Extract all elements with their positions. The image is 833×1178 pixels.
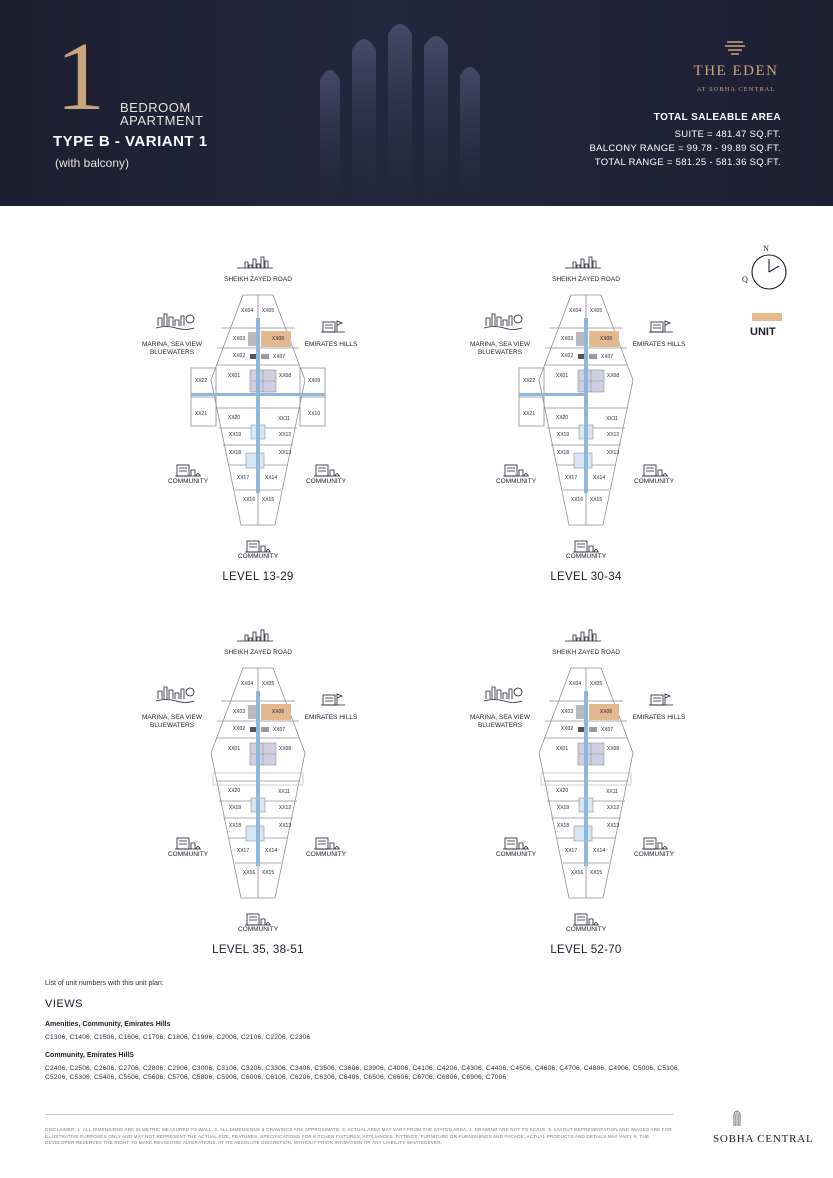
floorplan-panel-3 bbox=[113, 613, 403, 973]
view-label-west: MARINA, SEA VIEW bbox=[470, 341, 530, 348]
unit-code: XX05 bbox=[261, 308, 275, 314]
unit-code: XX07 bbox=[600, 727, 614, 733]
unit-code: XX14 bbox=[592, 475, 606, 481]
unit-code: XX12 bbox=[606, 432, 620, 438]
unit-code: XX16 bbox=[570, 497, 584, 503]
unit-code: XX02 bbox=[232, 726, 246, 732]
community-label-west: COMMUNITY bbox=[495, 478, 537, 485]
disclaimer-text: DISCLAIMER: 1. ALL DIMENSIONS ARE IN METRIC MEASURED TO WALL. 2. ALL DIMENSIONS & DRAWINGS ARE APPROXIMATE. 3. ACTUAL AREA MAY VARY FROM THE STATED AREA. 4. DRAWING ARE NOT TO SCALE. 5. LAYOUT REPRESENTATION AND IMAGES ARE FOR ILLUSTRATIVE PURPOSES ONLY AND MAY NOT REPRESENT THE ACTUAL SIZE, FEATURES, SPECIFICATIONS FOR KITCHEN FIXTURES, APPLIANCES, FITTINGS, FURNITURE OR FURNISHINGS AND FACADE. ACTUAL PRODUCTS AND DETAILS MAY VARY. 6. THE DEVELOPER RESERVES THE RIGHT TO MAKE REVISIONS/ ALTERATIONS, AT ITS ABSOLUTE DISCRETION, WITHOUT PRIOR INTIMATION OR ANY LIABILITY WHATSOEVER. bbox=[45, 1127, 672, 1146]
views-heading: VIEWS bbox=[45, 998, 83, 1010]
skyline-icon bbox=[237, 257, 273, 268]
brand-subtitle: AT SOBHA CENTRAL bbox=[696, 86, 776, 93]
floorplan-svg bbox=[113, 240, 403, 600]
community-label-west: COMMUNITY bbox=[167, 478, 209, 485]
community-label-south: COMMUNITY bbox=[565, 926, 607, 933]
view-label-east: EMIRATES HILLS bbox=[632, 341, 686, 348]
view-label-west: MARINA, SEA VIEW bbox=[142, 341, 202, 348]
unit-type-subtitle: (with balcony) bbox=[55, 156, 130, 170]
community-icon bbox=[503, 465, 529, 476]
community-label-east: COMMUNITY bbox=[633, 478, 675, 485]
footer-brand-name: SOBHA CENTRAL bbox=[713, 1133, 814, 1145]
community-icon bbox=[314, 838, 340, 849]
view-label-west-2: BLUEWATERS bbox=[149, 722, 195, 729]
community-icon bbox=[642, 465, 668, 476]
sea-view-icon bbox=[156, 314, 194, 330]
unit-list-intro: List of unit numbers with this unit plan: bbox=[45, 980, 164, 987]
view-label-west-2: BLUEWATERS bbox=[477, 722, 523, 729]
unit-code: XX05 bbox=[589, 681, 603, 687]
sea-view-icon bbox=[484, 687, 522, 703]
community-label-east: COMMUNITY bbox=[305, 851, 347, 858]
unit-code: XX03 bbox=[560, 336, 574, 342]
unit-code: XX17 bbox=[236, 848, 250, 854]
view-group-units: C2406, C2506, C2606, C2706, C2806, C2906, C3006, C3106, C3206, C3306, C3406, C3506, C3606, C3906, C4006, C4106, C4206, C4306, C4406, C4506, C4606, C4706, C4806, C4906, C5006, C5106, C5206, C5306, C5406, C5506, C5606, C5706, C5806, C5906, C6006, C6106, C6206, C6306, C6406, C6506, C6606, C6706, C6806, C6906, C7006 bbox=[45, 1065, 680, 1081]
floorplan-drawing bbox=[191, 295, 325, 525]
view-label-east: EMIRATES HILLS bbox=[304, 341, 358, 348]
unit-code: XX13 bbox=[606, 450, 620, 456]
compass-icon bbox=[734, 240, 794, 296]
unit-code: XX04 bbox=[568, 681, 582, 687]
floorplan-panel-2 bbox=[441, 240, 731, 600]
unit-code: XX18 bbox=[556, 823, 570, 829]
brand-name: THE EDEN bbox=[693, 63, 779, 79]
community-icon bbox=[245, 541, 271, 552]
unit-code: XX18 bbox=[556, 450, 570, 456]
view-label-east: EMIRATES HILLS bbox=[304, 714, 358, 721]
header-banner bbox=[0, 0, 833, 206]
level-label: LEVEL 52-70 bbox=[550, 944, 622, 956]
unit-code: XX19 bbox=[556, 805, 570, 811]
floorplan-svg bbox=[441, 613, 731, 973]
area-title: TOTAL SALEABLE AREA bbox=[653, 112, 781, 123]
sea-view-icon bbox=[156, 687, 194, 703]
unit-code: XX03 bbox=[232, 336, 246, 342]
level-label: LEVEL 30-34 bbox=[550, 571, 622, 583]
unit-code: XX09 bbox=[307, 378, 321, 384]
view-group-title: Community, Emirates HillS bbox=[45, 1052, 134, 1059]
unit-code: XX21 bbox=[522, 411, 536, 417]
unit-code: XX15 bbox=[589, 497, 603, 503]
unit-code: XX14 bbox=[264, 475, 278, 481]
community-icon bbox=[314, 465, 340, 476]
unit-code: XX15 bbox=[261, 497, 275, 503]
bedroom-label: BEDROOM bbox=[120, 100, 191, 115]
unit-legend-label: UNIT bbox=[750, 326, 776, 338]
view-label-east: EMIRATES HILLS bbox=[632, 714, 686, 721]
unit-code: XX20 bbox=[555, 788, 569, 794]
unit-code: XX19 bbox=[556, 432, 570, 438]
unit-code: XX14 bbox=[592, 848, 606, 854]
unit-code: XX07 bbox=[272, 354, 286, 360]
view-group-units: C1306, C1406, C1506, C1606, C1706, C1806, C1906, C2006, C2106, C2206, C2306 bbox=[45, 1034, 311, 1041]
unit-code: XX11 bbox=[278, 789, 290, 795]
unit-code: XX03 bbox=[560, 709, 574, 715]
view-label-west: MARINA, SEA VIEW bbox=[470, 714, 530, 721]
unit-code: XX02 bbox=[560, 353, 574, 359]
emirates-hills-icon bbox=[321, 694, 345, 705]
community-label-west: COMMUNITY bbox=[167, 851, 209, 858]
compass-north-label: N bbox=[763, 244, 769, 253]
unit-code: XX06 bbox=[271, 709, 285, 715]
unit-code: XX12 bbox=[278, 805, 292, 811]
unit-code: XX13 bbox=[278, 450, 292, 456]
unit-code: XX02 bbox=[560, 726, 574, 732]
unit-code: XX13 bbox=[606, 823, 620, 829]
floorplan-panel-4 bbox=[441, 613, 731, 973]
unit-code: XX04 bbox=[240, 308, 254, 314]
unit-code: XX15 bbox=[261, 870, 275, 876]
unit-code: XX08 bbox=[278, 746, 292, 752]
unit-code: XX17 bbox=[236, 475, 250, 481]
unit-code: XX06 bbox=[599, 709, 613, 715]
community-label-south: COMMUNITY bbox=[565, 553, 607, 560]
unit-code: XX18 bbox=[228, 823, 242, 829]
total-area: TOTAL RANGE = 581.25 - 581.36 SQ.FT. bbox=[594, 157, 781, 168]
compass-q-label: Q bbox=[742, 275, 748, 284]
tower-silhouette-graphic bbox=[300, 20, 500, 206]
floorplan-svg bbox=[441, 240, 731, 600]
view-label-west-2: BLUEWATERS bbox=[149, 349, 195, 356]
road-label: SHEIKH ZAYED ROAD bbox=[224, 649, 292, 656]
unit-code: XX08 bbox=[606, 373, 620, 379]
level-label: LEVEL 13-29 bbox=[222, 571, 294, 583]
unit-code: XX19 bbox=[228, 432, 242, 438]
level-label: LEVEL 35, 38-51 bbox=[212, 944, 304, 956]
road-label: SHEIKH ZAYED ROAD bbox=[552, 649, 620, 656]
unit-code: XX04 bbox=[240, 681, 254, 687]
unit-code: XX06 bbox=[599, 336, 613, 342]
unit-code: XX06 bbox=[271, 336, 285, 342]
floorplan-svg bbox=[113, 613, 403, 973]
community-icon bbox=[503, 838, 529, 849]
unit-code: XX02 bbox=[232, 353, 246, 359]
floorplan-drawing bbox=[539, 668, 633, 898]
unit-code: XX17 bbox=[564, 475, 578, 481]
community-icon bbox=[175, 838, 201, 849]
unit-code: XX07 bbox=[600, 354, 614, 360]
unit-code: XX22 bbox=[522, 378, 536, 384]
unit-code: XX04 bbox=[568, 308, 582, 314]
view-label-west: MARINA, SEA VIEW bbox=[142, 714, 202, 721]
unit-code: XX01 bbox=[227, 373, 241, 379]
unit-code: XX03 bbox=[232, 709, 246, 715]
sea-view-icon bbox=[484, 314, 522, 330]
community-label-south: COMMUNITY bbox=[237, 553, 279, 560]
unit-code: XX01 bbox=[555, 746, 569, 752]
community-label-east: COMMUNITY bbox=[305, 478, 347, 485]
unit-code: XX15 bbox=[589, 870, 603, 876]
sobha-logo-icon bbox=[730, 1108, 744, 1126]
saleable-area-block bbox=[590, 112, 781, 170]
unit-code: XX11 bbox=[606, 416, 618, 422]
community-icon bbox=[573, 541, 599, 552]
unit-code: XX18 bbox=[228, 450, 242, 456]
floorplan-panel-1 bbox=[113, 240, 403, 600]
community-label-east: COMMUNITY bbox=[633, 851, 675, 858]
unit-code: XX08 bbox=[606, 746, 620, 752]
unit-code: XX20 bbox=[227, 415, 241, 421]
balcony-area: BALCONY RANGE = 99.78 - 99.89 SQ.FT. bbox=[589, 143, 781, 154]
unit-code: XX16 bbox=[242, 870, 256, 876]
view-label-west-2: BLUEWATERS bbox=[477, 349, 523, 356]
unit-code: XX16 bbox=[570, 870, 584, 876]
unit-code: XX21 bbox=[194, 411, 208, 417]
emirates-hills-icon bbox=[321, 321, 345, 332]
skyline-icon bbox=[237, 630, 273, 641]
unit-code: XX10 bbox=[307, 411, 321, 417]
floorplan-drawing bbox=[211, 668, 305, 898]
unit-code: XX20 bbox=[555, 415, 569, 421]
unit-code: XX17 bbox=[564, 848, 578, 854]
unit-legend-swatch bbox=[752, 313, 782, 321]
community-icon bbox=[573, 914, 599, 925]
unit-code: XX05 bbox=[261, 681, 275, 687]
bedroom-count: 1 bbox=[56, 23, 105, 131]
skyline-icon bbox=[565, 630, 601, 641]
emirates-hills-icon bbox=[649, 694, 673, 705]
unit-code: XX11 bbox=[278, 416, 290, 422]
unit-code: XX12 bbox=[606, 805, 620, 811]
floorplan-drawing bbox=[519, 295, 633, 525]
community-icon bbox=[175, 465, 201, 476]
apartment-label: APARTMENT bbox=[120, 113, 204, 128]
community-icon bbox=[642, 838, 668, 849]
unit-code: XX12 bbox=[278, 432, 292, 438]
unit-code: XX05 bbox=[589, 308, 603, 314]
unit-code: XX01 bbox=[555, 373, 569, 379]
unit-code: XX20 bbox=[227, 788, 241, 794]
road-label: SHEIKH ZAYED ROAD bbox=[224, 276, 292, 283]
view-group-title: Amenities, Community, Emirates Hills bbox=[45, 1021, 171, 1028]
unit-type-title: TYPE B - VARIANT 1 bbox=[53, 133, 208, 150]
emirates-hills-icon bbox=[649, 321, 673, 332]
unit-code: XX22 bbox=[194, 378, 208, 384]
road-label: SHEIKH ZAYED ROAD bbox=[552, 276, 620, 283]
unit-code: XX01 bbox=[227, 746, 241, 752]
eden-logo-icon bbox=[724, 40, 746, 56]
unit-code: XX14 bbox=[264, 848, 278, 854]
community-icon bbox=[245, 914, 271, 925]
community-label-south: COMMUNITY bbox=[237, 926, 279, 933]
unit-code: XX08 bbox=[278, 373, 292, 379]
unit-code: XX16 bbox=[242, 497, 256, 503]
suite-area: SUITE = 481.47 SQ.FT. bbox=[674, 129, 781, 140]
footer-divider bbox=[45, 1114, 673, 1115]
skyline-icon bbox=[565, 257, 601, 268]
unit-code: XX13 bbox=[278, 823, 292, 829]
unit-code: XX19 bbox=[228, 805, 242, 811]
unit-code: XX11 bbox=[606, 789, 618, 795]
community-label-west: COMMUNITY bbox=[495, 851, 537, 858]
unit-code: XX07 bbox=[272, 727, 286, 733]
